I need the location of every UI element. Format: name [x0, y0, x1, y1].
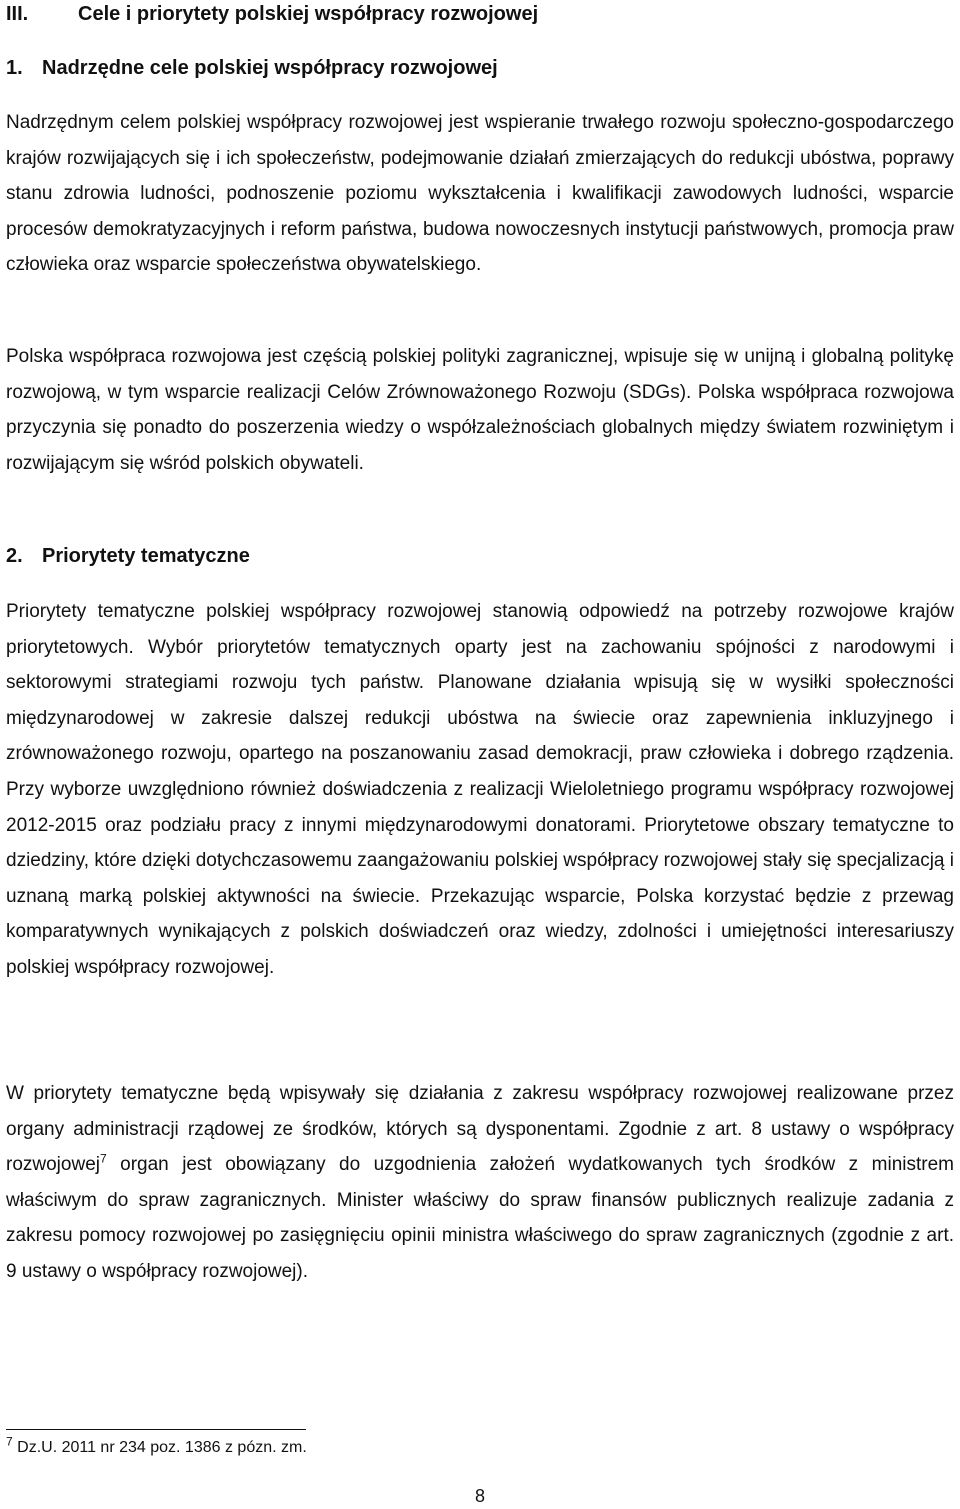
- footnote-separator: [6, 1429, 306, 1430]
- paragraph-administration: [6, 1076, 954, 1290]
- page-number: 8: [474, 1486, 485, 1506]
- subsection-title-1: Nadrzędne cele polskiej współpracy rozwojowej: [42, 57, 498, 79]
- subsection-title-2: Priorytety tematyczne: [42, 545, 250, 567]
- subsection-heading-1: [6, 56, 498, 80]
- footnote-number: 7: [6, 1434, 13, 1449]
- paragraph-priorities: Priorytety tematyczne polskiej współpracy rozwojowej stanowią odpowiedź na potrzeby rozwojowe krajów priorytetowych. Wybór priorytetów tematycznych oparty jest na zachowaniu spójności z narodowymi i sektorowymi strategiami rozwoju tych państw. Planowane działania wpisują się w wysiłki społeczności międzynarodowej w zakresie dalszej redukcji ubóstwa na świecie oraz zapewnienia inkluzyjnego i zrównoważonego rozwoju, opartego na poszanowaniu zasad demokracji, praw człowieka i dobrego rządzenia. Przy wyborze uwzględniono również doświadczenia z realizacji Wieloletniego programu współpracy rozwojowej 2012-2015 oraz podziału pracy z innymi międzynarodowymi donatorami. Priorytetowe obszary tematyczne to dziedziny, które dzięki dotychczasowemu zaangażowaniu polskiej współpracy rozwojowej stały się specjalizacją i uznaną marką polskiej aktywności na świecie. Przekazując wsparcie, Polska korzystać będzie z przewag komparatywnych wynikających z polskich doświadczeń oraz wiedzy, zdolności i umiejętności interesariuszy polskiej współpracy rozwojowej.: [6, 601, 954, 978]
- footnote-text: Dz.U. 2011 nr 234 poz. 1386 z pózn. zm.: [12, 1439, 307, 1456]
- footnote-reference: 7: [99, 1151, 107, 1166]
- footnote: [6, 1436, 307, 1460]
- subsection-number-2: 2.: [6, 545, 23, 567]
- section-heading: [6, 2, 538, 26]
- paragraph-administration-part2: organ jest obowiązany do uzgodnienia założeń wydatkowanych tych środków z ministrem właściwym do spraw zagranicznych. Minister właściwy do spraw finansów publicznych realizuje zadania z zakresu pomocy rozwojowej po zasięgnięciu opinii ministra właściwego do spraw zagranicznych (zgodnie z art. 9 ustawy o współpracy rozwojowej).: [6, 1154, 954, 1282]
- paragraph-policy: Polska współpraca rozwojowa jest częścią polskiej polityki zagranicznej, wpisuje się w unijną i globalną politykę rozwojową, w tym wsparcie realizacji Celów Zrównoważonego Rozwoju (SDGs). Polska współpraca rozwojowa przyczynia się ponadto do poszerzenia wiedzy o współzależnościach globalnych między światem rozwiniętym i rozwijającym się wśród polskich obywateli.: [6, 346, 954, 474]
- section-number: III.: [6, 3, 29, 25]
- paragraph-goals: Nadrzędnym celem polskiej współpracy rozwojowej jest wspieranie trwałego rozwoju społeczno-gospodarczego krajów rozwijających się i ich społeczeństw, podejmowanie działań zmierzających do redukcji ubóstwa, poprawy stanu zdrowia ludności, podnoszenie poziomu wykształcenia i kwalifikacji zawodowych ludności, wsparcie procesów demokratyzacyjnych i reform państwa, budowa nowoczesnych instytucji państwowych, promocja praw człowieka oraz wsparcie społeczeństwa obywatelskiego.: [6, 112, 954, 276]
- paragraph-administration-part1: W priorytety tematyczne będą wpisywały się działania z zakresu współpracy rozwojowej realizowane przez organy administracji rządowej ze środków, których są dysponentami. Zgodnie z art. 8 ustawy o współpracy rozwojowej: [6, 1083, 954, 1176]
- section-title: Cele i priorytety polskiej współpracy rozwojowej: [78, 3, 539, 25]
- subsection-number-1: 1.: [6, 57, 23, 79]
- subsection-heading-2: [6, 544, 250, 568]
